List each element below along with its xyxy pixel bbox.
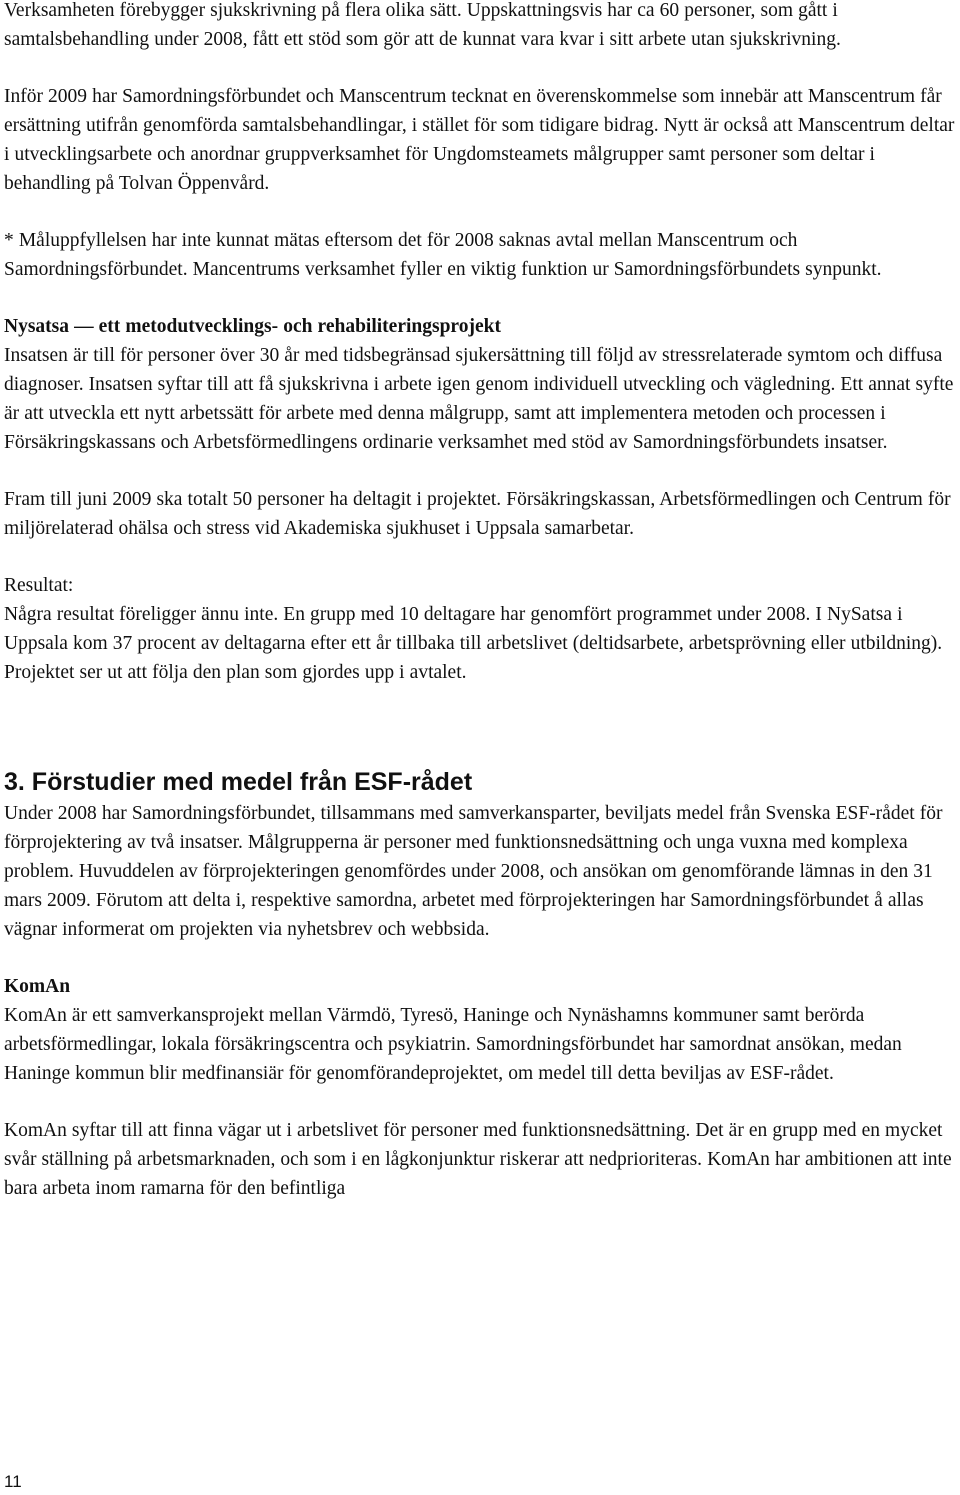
koman-description: KomAn är ett samverkansprojekt mellan Värmdö, Tyresö, Haninge och Nynäshamns kommuner samt berörda arbetsförmedlingar, lokala försäkringscentra och psykiatrin. Samordningsförbundet har samordnat ansökan, medan Haninge kommun blir medfinansiär för genomförandeprojektet, om medel till detta beviljas av ESF-rådet. [4, 1005, 902, 1084]
section-esf-body: Under 2008 har Samordningsförbundet, tillsammans med samverkansparter, beviljats medel från Svenska ESF-rådet för förprojektering av två insatser. Målgrupperna är personer med funktionsnedsättning och unga vuxna med komplexa problem. Huvuddelen av förprojekteringen genomfördes under 2008, och ansökan om genomförande lämnas in den 31 mars 2009. Förutom att delta i, respektive samordna, arbetet med förprojekteringen har Samordningsförbundet å allas vägnar informerat om projekten via nyhetsbrev och webbsida. [4, 803, 943, 940]
page-number: 11 [4, 1472, 22, 1491]
section-heading-esf: 3. Förstudier med medel från ESF-rådet [4, 768, 473, 796]
koman-purpose: KomAn syftar till att finna vägar ut i arbetslivet för personer med funktionsnedsättning. Det är en grupp med en mycket svår ställning på arbetsmarknaden, och som i en lågkonjunktur riskerar att nedprioriteras. KomAn har ambitionen att inte bara arbeta inom ramarna för den befintliga [4, 1120, 952, 1199]
paragraph-prevention: Verksamheten förebygger sjukskrivning på flera olika sätt. Uppskattningsvis har ca 60 personer, som gått i samtalsbehandling under 2008, fått ett stöd som gör att de kunnat vara kvar i sitt arbete utan sjukskrivning. [4, 0, 841, 50]
nysatsa-participants: Fram till juni 2009 ska totalt 50 personer ha deltagit i projektet. Försäkringskassan, Arbetsförmedlingen och Centrum för miljörelaterad ohälsa och stress vid Akademiska sjukhuset i Uppsala samarbetar. [4, 489, 951, 539]
document-page [4, 0, 956, 1203]
nysatsa-description: Insatsen är till för personer över 30 år med tidsbegränsad sjukersättning till följd av stressrelaterade symtom och diffusa diagnoser. Insatsen syftar till att få sjukskrivna i arbete igen genom individuell utveckling och vägledning. Ett annat syfte är att utveckla ett nytt arbetssätt för arbete med denna målgrupp, samt att implementera metoden och processen i Försäkringskassans och Arbetsförmedlingens ordinarie verksamhet med stöd av Samordningsförbundets insatser. [4, 345, 954, 453]
nysatsa-heading: Nysatsa — ett metodutvecklings- och rehabiliteringsprojekt [4, 316, 501, 337]
paragraph-agreement-2009: Inför 2009 har Samordningsförbundet och Manscentrum tecknat en överenskommelse som innebär att Manscentrum får ersättning utifrån genomförda samtalsbehandlingar, i stället för som tidigare bidrag. Nytt är också att Manscentrum deltar i utvecklingsarbete och anordnar gruppverksamhet för Ungdomsteamets målgrupper samt personer som deltar i behandling på Tolvan Öppenvård. [4, 86, 955, 194]
koman-heading: KomAn [4, 976, 71, 997]
result-label: Resultat: [4, 575, 74, 596]
result-body: Några resultat föreligger ännu inte. En grupp med 10 deltagare har genomfört programmet under 2008. I NySatsa i Uppsala kom 37 procent av deltagarna efter ett år tillbaka till arbetslivet (deltidsarbete, arbetsprövning eller utbildning). Projektet ser ut att följa den plan som gjordes upp i avtalet. [4, 604, 943, 683]
paragraph-goal-footnote: * Måluppfyllelsen har inte kunnat mätas eftersom det för 2008 saknas avtal mellan Manscentrum och Samordningsförbundet. Mancentrums verksamhet fyller en viktig funktion ur Samordningsförbundets synpunkt. [4, 230, 882, 280]
